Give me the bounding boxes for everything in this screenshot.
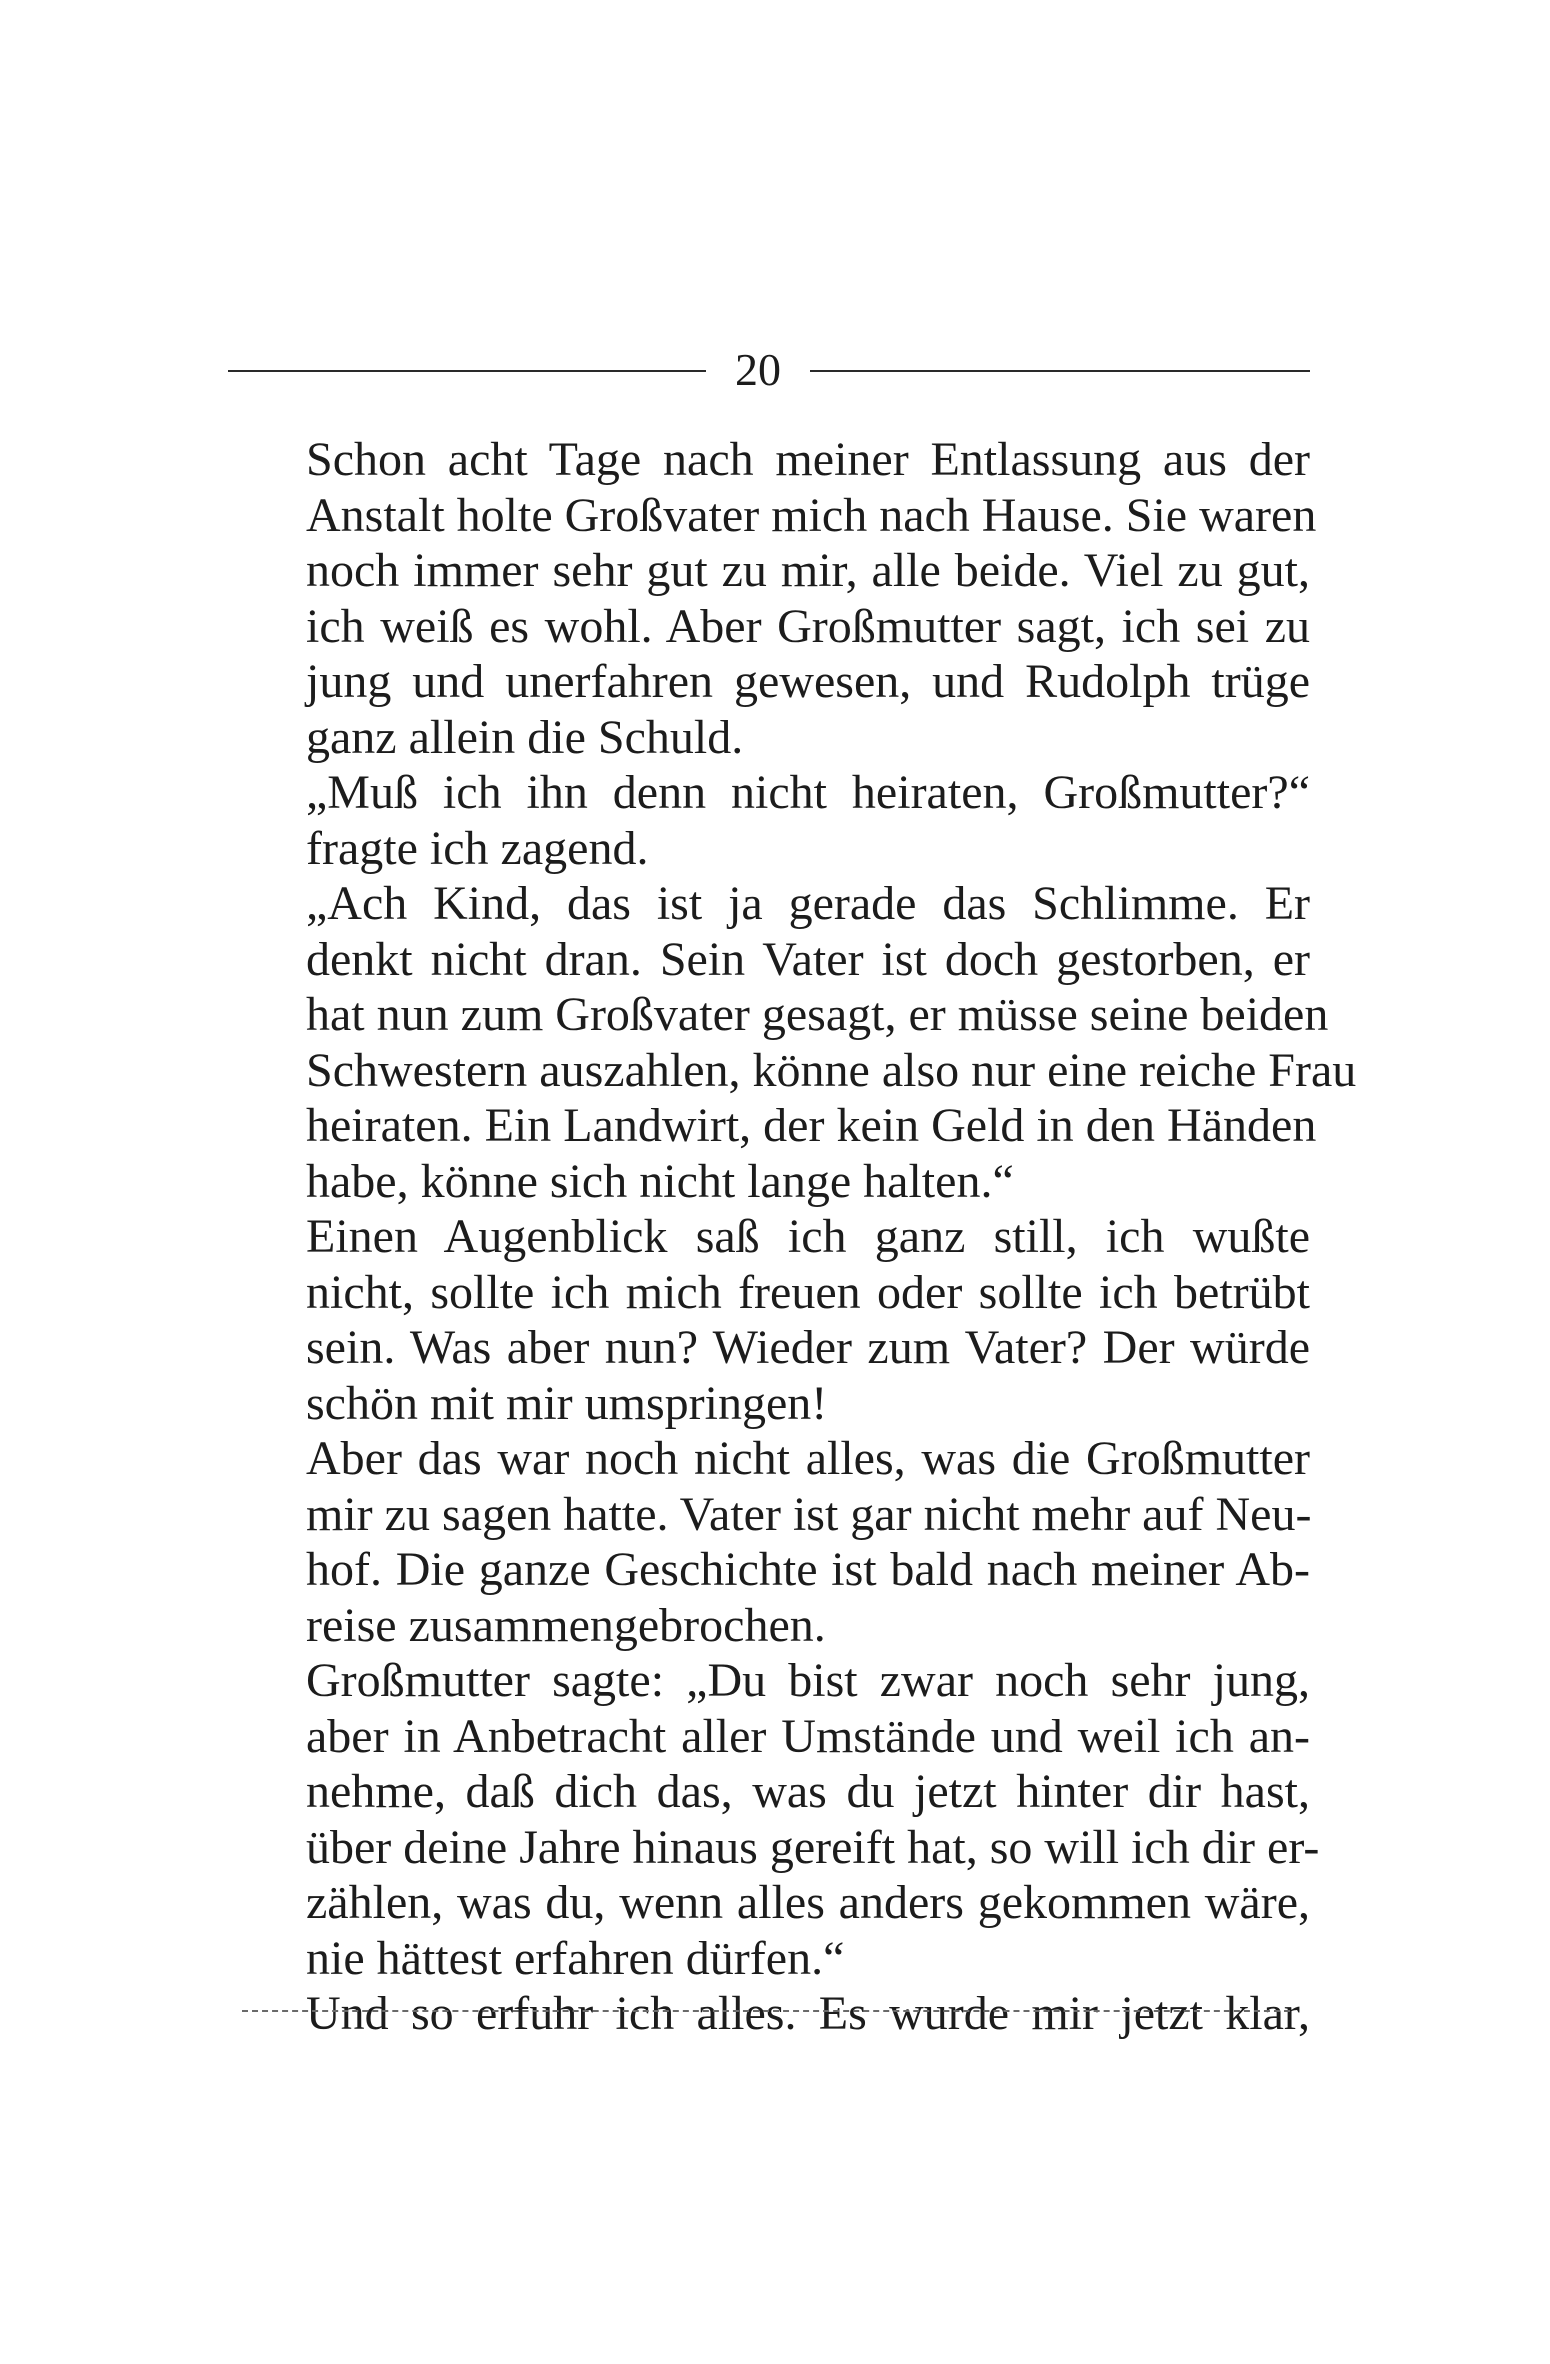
page-number: 20	[735, 344, 781, 395]
text-line: schön mit mir umspringen!	[306, 1376, 828, 1430]
paragraph	[238, 432, 1317, 765]
text-line: „Muß ich ihn denn nicht heiraten, Großmutter?“	[306, 766, 1310, 819]
text-line: mir zu sagen hatte. Vater ist gar nicht mehr auf Neu-	[306, 1487, 1312, 1541]
paragraph	[238, 876, 1357, 1209]
text-line: nehme, daß dich das, was du jetzt hinter dir hast,	[306, 1765, 1310, 1818]
page-header	[228, 340, 1310, 400]
text-line: „Ach Kind, das ist ja gerade das Schlimme. Er	[306, 877, 1310, 930]
header-rule-left	[228, 370, 706, 372]
text-line: habe, könne sich nicht lange halten.“	[306, 1154, 1014, 1208]
text-line: nie hättest erfahren dürfen.“	[306, 1931, 845, 1985]
text-line: Aber das war noch nicht alles, was die Großmutter	[306, 1432, 1310, 1485]
bottom-rule	[242, 2010, 1290, 2012]
text-line: aber in Anbetracht aller Umstände und weil ich an-	[306, 1709, 1310, 1763]
text-line: zählen, was du, wenn alles anders gekommen wäre,	[306, 1876, 1310, 1929]
text-line: fragte ich zagend.	[306, 821, 649, 875]
text-line: reise zusammengebrochen.	[306, 1598, 826, 1652]
text-line: über deine Jahre hinaus gereift hat, so will ich dir er-	[306, 1820, 1320, 1874]
body-text	[238, 432, 1357, 2042]
header-rule-right	[810, 370, 1310, 372]
text-line: Und so erfuhr ich alles. Es wurde mir jetzt klar,	[306, 1987, 1310, 2040]
paragraph	[238, 1431, 1310, 1653]
text-line: nicht, sollte ich mich freuen oder sollte ich betrübt	[306, 1265, 1310, 1319]
text-line: Großmutter sagte: „Du bist zwar noch sehr jung,	[306, 1654, 1310, 1707]
text-line: sein. Was aber nun? Wieder zum Vater? Der würde	[306, 1321, 1310, 1374]
text-line: denkt nicht dran. Sein Vater ist doch gestorben, er	[306, 932, 1310, 986]
text-line: jung und unerfahren gewesen, und Rudolph trüge	[306, 655, 1310, 708]
paragraph	[238, 765, 1310, 876]
text-line: ich weiß es wohl. Aber Großmutter sagt, ich sei zu	[306, 599, 1310, 653]
text-line: heiraten. Ein Landwirt, der kein Geld in den Händen	[306, 1099, 1317, 1152]
text-line: Schwestern auszahlen, könne also nur eine reiche Frau	[306, 1043, 1357, 1097]
text-line: Einen Augenblick saß ich ganz still, ich wußte	[306, 1210, 1310, 1263]
text-line: hat nun zum Großvater gesagt, er müsse seine beiden	[306, 988, 1329, 1041]
paragraph	[238, 1209, 1310, 1431]
text-line: ganz allein die Schuld.	[306, 710, 744, 764]
text-line: noch immer sehr gut zu mir, alle beide. Viel zu gut,	[306, 544, 1310, 597]
paragraph	[238, 1986, 1310, 2042]
text-line: Anstalt holte Großvater mich nach Hause. Sie waren	[306, 488, 1317, 542]
paragraph	[238, 1653, 1320, 1986]
text-line: hof. Die ganze Geschichte ist bald nach meiner Ab-	[306, 1543, 1310, 1596]
text-line: Schon acht Tage nach meiner Entlassung aus der	[306, 433, 1310, 486]
